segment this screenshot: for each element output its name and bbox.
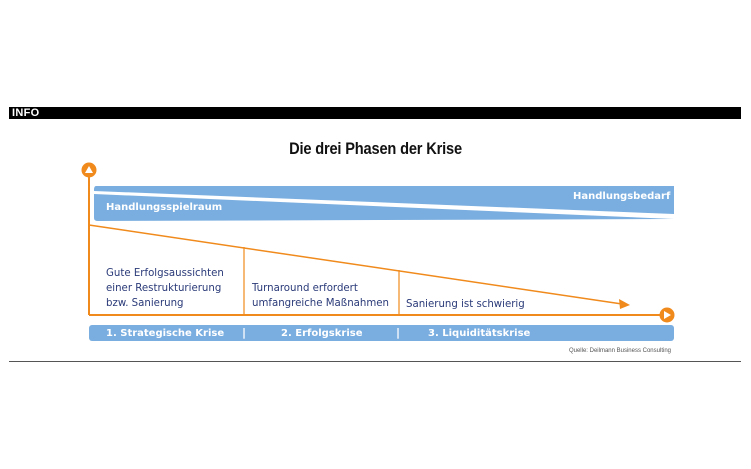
phase-2-line-1: Turnaround erfordert xyxy=(252,283,358,294)
brand-logo-icon-right xyxy=(660,308,675,323)
info-label: INFO xyxy=(12,107,40,119)
phase-3-label: 3. Liquiditätskrise xyxy=(428,328,531,339)
decline-arrowhead xyxy=(619,299,630,309)
phase-2-label: 2. Erfolgskrise xyxy=(281,328,363,339)
phase-separator-1: | xyxy=(242,326,247,339)
phase-3-description xyxy=(406,297,525,312)
handlungsbedarf-label: Handlungsbedarf xyxy=(573,191,671,202)
handlungsspielraum-label: Handlungsspielraum xyxy=(106,202,223,213)
phase-1-line-2: einer Restrukturierung xyxy=(106,283,222,294)
phase-1-description xyxy=(106,266,224,311)
phase-separator-2: | xyxy=(396,326,401,339)
source-note: Quelle: Deilmann Business Consulting xyxy=(568,348,671,354)
phase-1-line-3: bzw. Sanierung xyxy=(106,298,184,309)
phase-1-line-1: Gute Erfolgsaussichten xyxy=(106,268,224,279)
bottom-rule xyxy=(9,361,741,362)
phase-2-line-2: umfangreiche Maßnahmen xyxy=(252,298,390,309)
diagram-title: Die drei Phasen der Krise xyxy=(289,139,462,158)
phase-3-line-1: Sanierung ist schwierig xyxy=(406,299,525,310)
phase-2-description xyxy=(252,281,389,311)
brand-logo-icon-top xyxy=(82,163,97,178)
phase-1-label: 1. Strategische Krise xyxy=(106,328,225,339)
